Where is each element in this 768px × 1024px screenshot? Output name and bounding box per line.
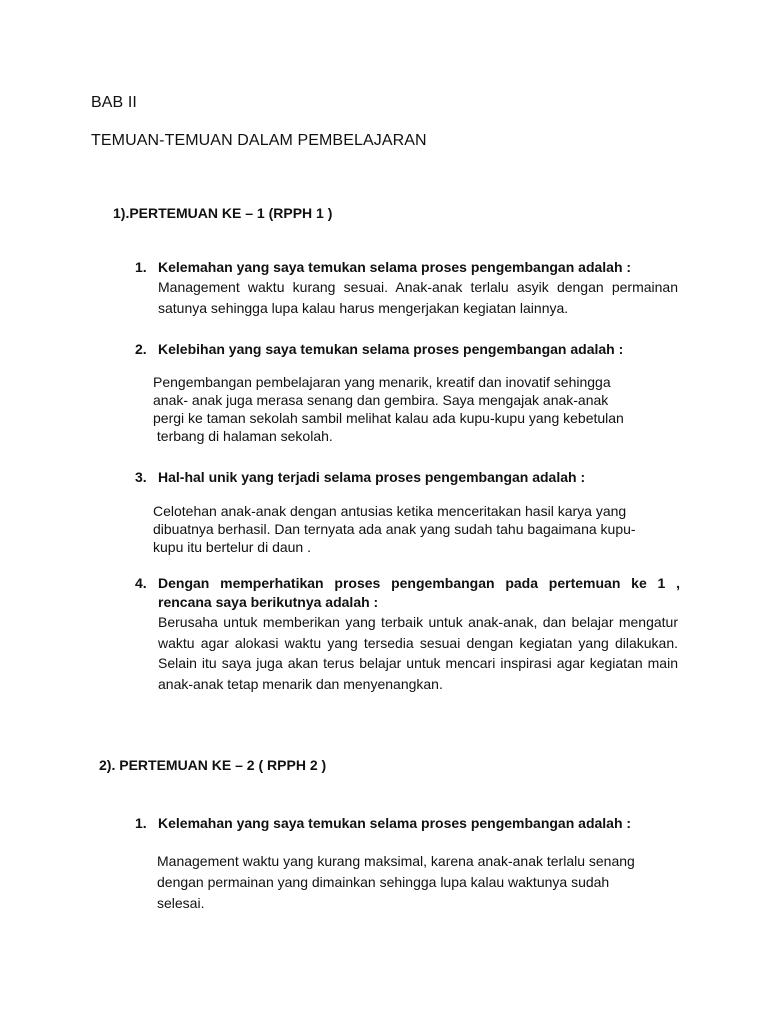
section-1-item-3-title [135,469,680,485]
section-2-heading: 2). PERTEMUAN KE – 2 ( RPPH 2 ) [99,757,327,773]
section-1-item-2-body [153,373,683,445]
body-line: terbang di halaman sekolah. [153,428,333,444]
body-line: Celotehan anak-anak dengan antusias ketika menceritakan hasil karya yang [153,503,627,519]
item-title: Hal-hal unik yang terjadi selama proses pengembangan adalah : [158,469,586,485]
section-1-item-1-title [135,259,680,275]
item-number: 2. [135,341,147,357]
body-line: dengan permainan yang dimainkan sehingga lupa kalau waktunya sudah [157,874,610,890]
chapter-title: TEMUAN-TEMUAN DALAM PEMBELAJARAN [91,132,427,149]
chapter-label: BAB II [91,94,137,111]
item-title: Kelebihan yang saya temukan selama proses pengembangan adalah : [158,341,624,357]
section-1-heading: 1).PERTEMUAN KE – 1 (RPPH 1 ) [113,205,333,221]
body-line: selesai. [157,895,205,911]
item-number: 1. [135,815,147,831]
body-line: Pengembangan pembelajaran yang menarik, kreatif dan inovatif sehingga [153,374,611,390]
section-2-item-1-body [157,851,687,914]
body-line: Management waktu yang kurang maksimal, karena anak-anak terlalu senang [157,853,635,869]
item-title: Kelemahan yang saya temukan selama proses pengembangan adalah : [158,815,632,831]
item-number: 4. [135,575,147,591]
body-line: anak- anak juga merasa senang dan gembira. Saya mengajak anak-anak [153,392,609,408]
section-1-item-1-body: Management waktu kurang sesuai. Anak-anak terlalu asyik dengan permainan satunya sehingga lupa kalau harus mengerjakan kegiatan lainnya. [158,279,678,316]
item-number: 1. [135,259,147,275]
section-1-item-4-title [135,574,680,612]
item-title: Kelemahan yang saya temukan selama proses pengembangan adalah : [158,259,632,275]
section-1-item-2-title [135,341,680,357]
body-line: dibuatnya berhasil. Dan ternyata ada anak yang sudah tahu bagaimana kupu- [153,521,636,537]
body-line: pergi ke taman sekolah sambil melihat kalau ada kupu-kupu yang kebetulan [153,410,624,426]
body-line: kupu itu bertelur di daun . [153,539,311,555]
section-2-item-1-title [135,815,680,831]
item-title: Dengan memperhatikan proses pengembangan pada pertemuan ke 1 , rencana saya berikutnya adalah : [158,575,680,610]
item-number: 3. [135,469,147,485]
section-1-item-3-body [153,502,683,556]
section-1-item-4-body: Berusaha untuk memberikan yang terbaik untuk anak-anak, dan belajar mengatur waktu agar alokasi waktu yang tersedia sesuai dengan kegiatan yang dilakukan. Selain itu saya juga akan terus belajar untuk mencari inspirasi agar kegiatan main anak-anak tetap menarik dan menyenangkan. [158,614,678,692]
